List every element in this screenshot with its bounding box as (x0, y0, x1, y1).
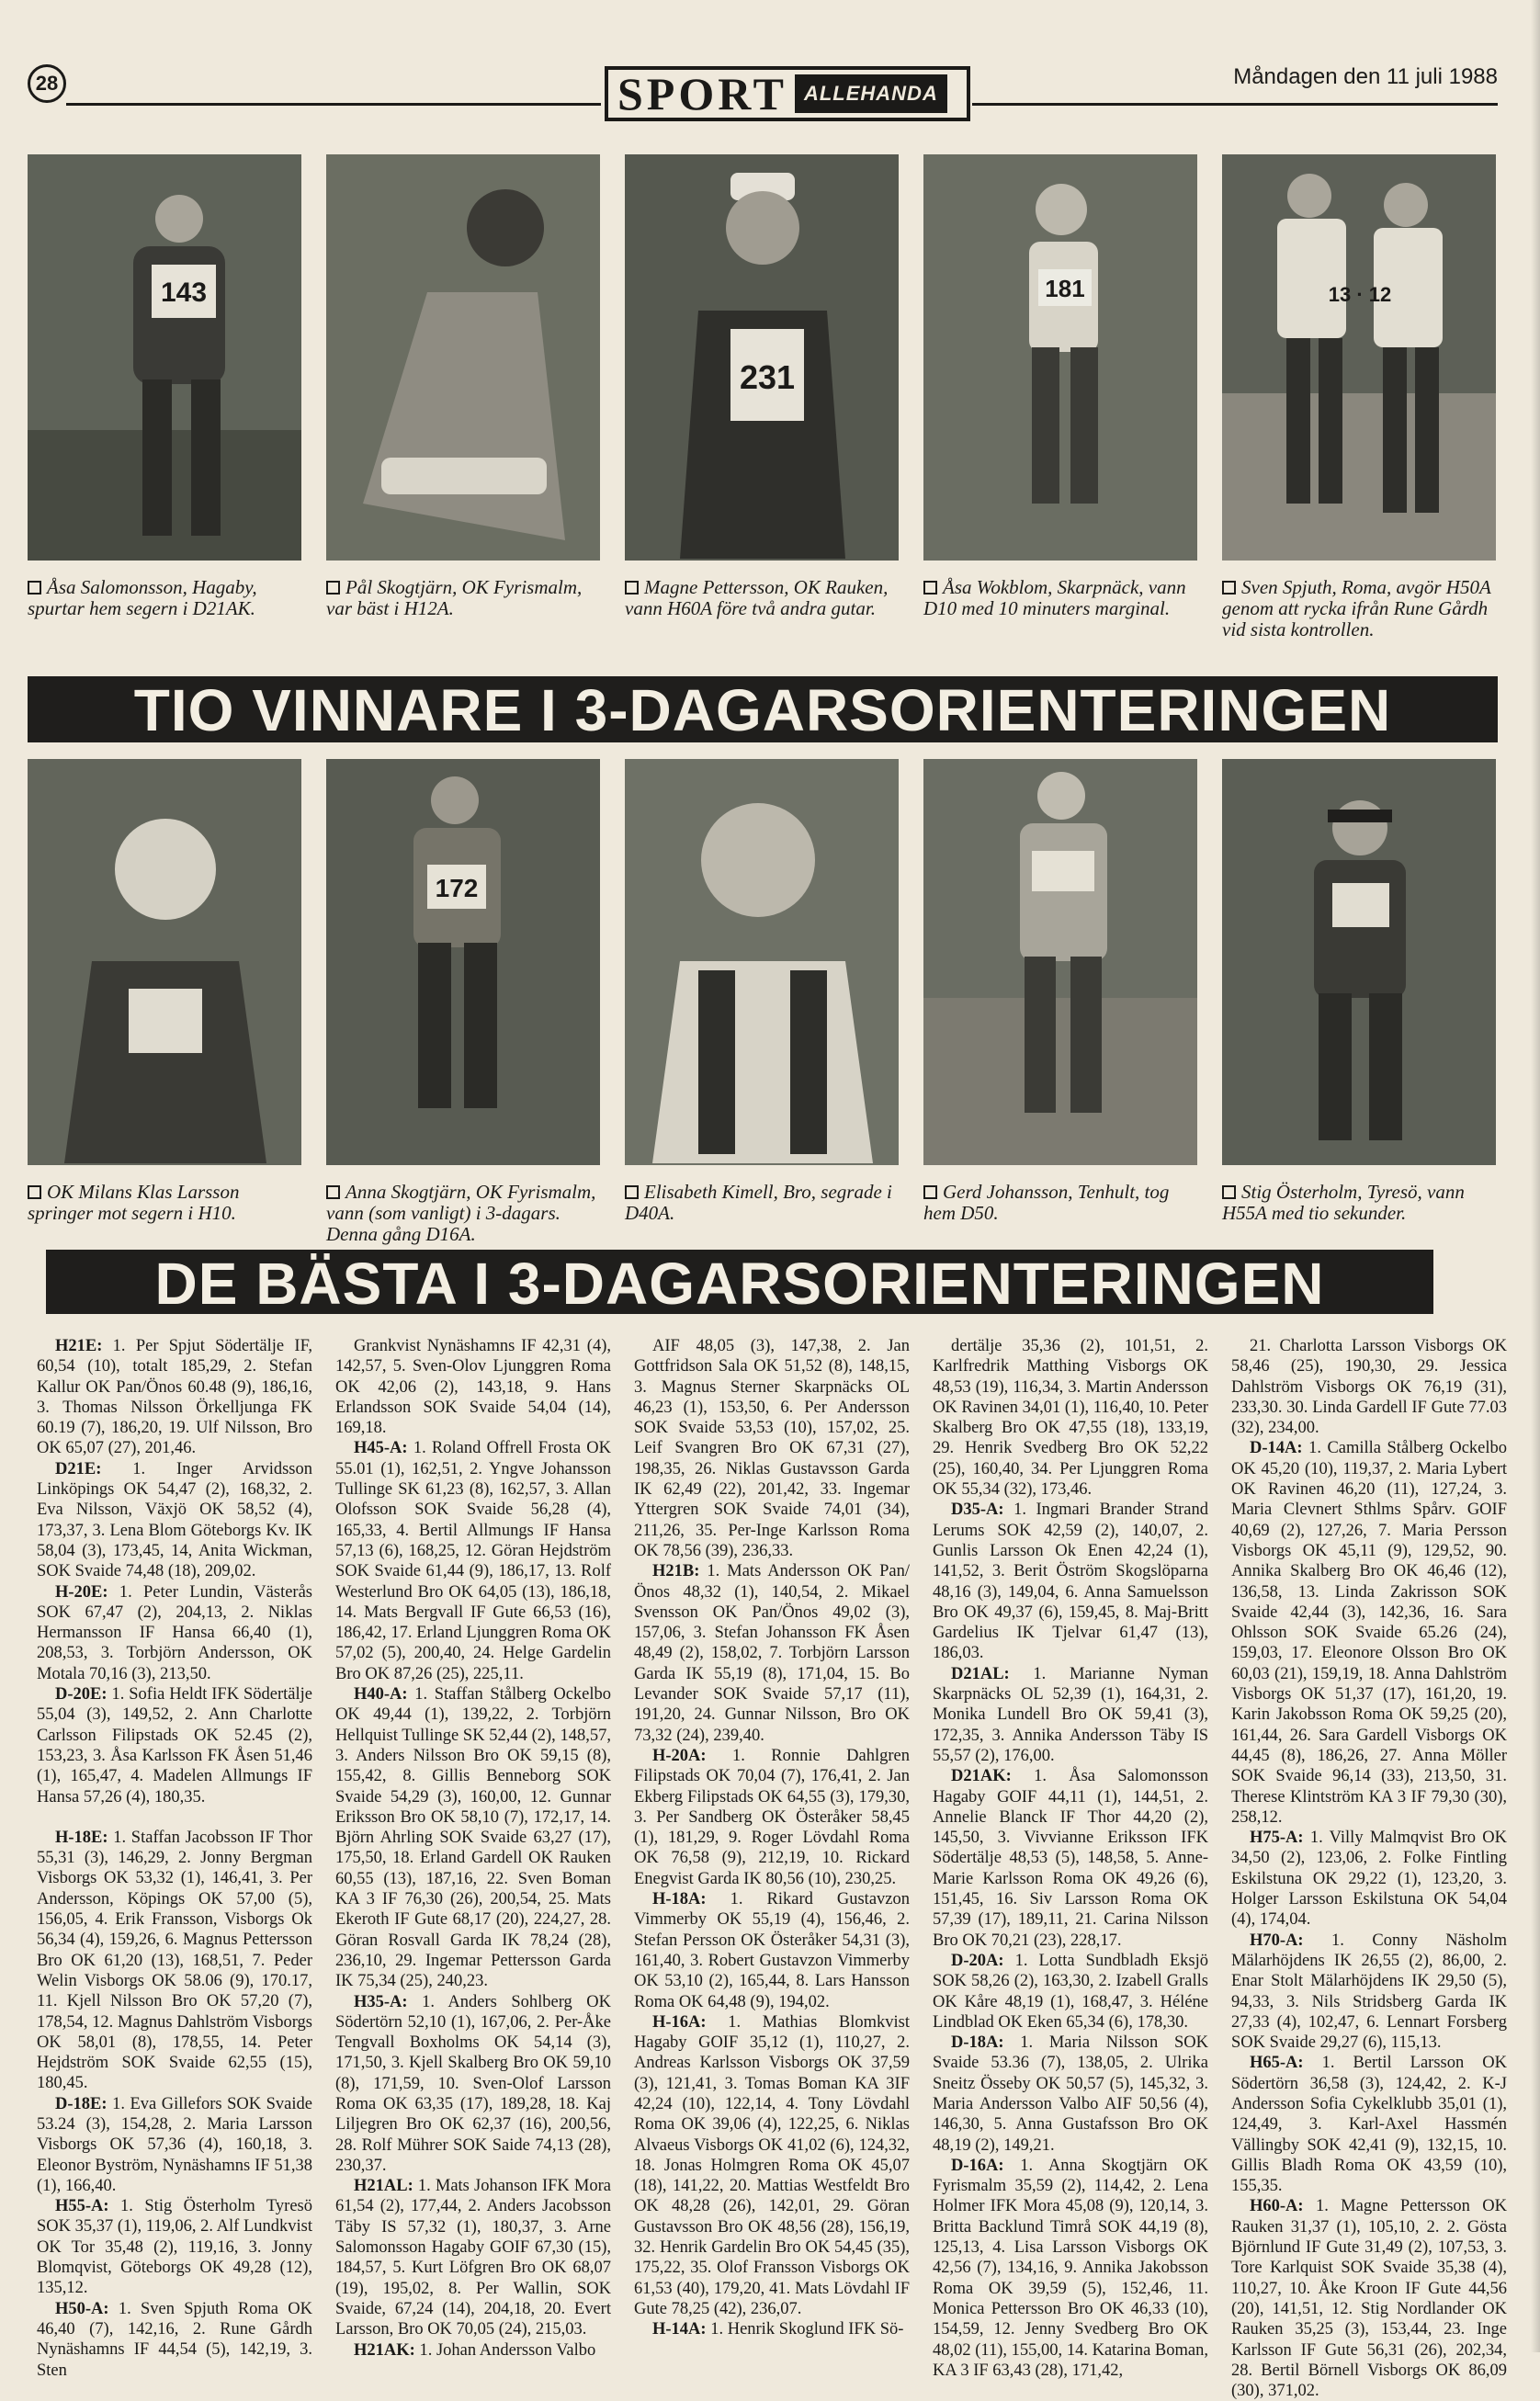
result-text: 1. Ronnie Dahlgren Filipstads OK 70,04 (7), 176,41, 2. Jan Ekberg Filipstads OK 64,55 (3), 179,30, 3. Per Sandberg OK Österåker 58,45 (1), 181,29, 9. Roger Lövdahl Roma OK 76,58 (9), 212,19, 10. Rickard Enegvist Garda IK 80,56 (10), 230,25. (634, 1746, 910, 1888)
caption-box-icon (625, 581, 639, 595)
results-column-4 (933, 1336, 1208, 2380)
result-text: dertälje 35,36 (2), 101,51, 2. Karlfredrik Matthing Visborgs OK 48,53 (19), 116,34, 3. Martin Andersson OK Ravinen 34,01 (1), 116,40, 10. Peter Skalberg Bro OK 47,55 (18), 133,19, 29. Henrik Svedberg Bro OK 52,22 (25), 160,40, 34. Per Ljunggren Roma OK 55,34 (32), 173,46. (933, 1337, 1208, 1500)
result-class-label: D-18E: (55, 2094, 108, 2113)
photo-caption-5: Sven Spjuth, Roma, avgör H50A genom att rycka ifrån Rune Gårdh vid sista kontrollen. (1222, 576, 1491, 640)
logo-allehanda-word: ALLEHANDA (795, 74, 947, 113)
runner-photo-illustration (28, 154, 301, 561)
page-number: 28 (28, 64, 66, 103)
caption-box-icon (1222, 581, 1236, 595)
result-text: 1. Staffan Stålberg Ockelbo OK 49,44 (1), 139,22, 2. Torbjörn Hellquist Tullinge SK 52,44 (2), 148,57, 3. Anders Nilsson Bro OK 59,15 (8), 155,42, 8. Gillis Benneborg SOK Svaide 54,29 (3), 160,00, 12. Gunnar Eriksson Bro OK 58,10 (7), 172,17, 14. Björn Ahrling SOK Svaide 63,27 (17), 175,50, 18. Erland Gardell OK Rauken 60,55 (13), 187,16, 22. Sven Boman KA 3 IF 76,30 (26), 200,54, 25. Mats Ekeroth IF Gute 68,17 (20), 224,27, 28. Göran Rosvall Garda IK 78,24 (28), 236,10, 29. Ingemar Pettersson Garda IK 75,34 (25), 240,23. (335, 1685, 612, 1991)
result-class-label: D-18A: (951, 2033, 1004, 2053)
result-class-label: H35-A: (354, 1992, 408, 2011)
result-entry (1231, 1931, 1507, 2054)
photo-caption-7: Anna Skogtjärn, OK Fyrismalm, vann (som vanligt) i 3-dagars. Denna gång D16A. (326, 1181, 596, 1245)
result-text: 1. Anders Sohlberg OK Södertörn 52,10 (1), 167,06, 2. Per-Åke Tengvall Boxholms OK 54,14 (3), 171,50, 3. Kjell Skalberg Bro OK 59,10 (8), 171,59, 10. Sven-Olof Larsson Roma OK 63,35 (17), 189,28, 18. Kaj Liljegren Bro OK 62,37 (16), 200,56, 28. Rolf Mührer SOK Saide 74,13 (28), 230,37. (335, 1992, 611, 2175)
result-entry (1231, 1438, 1507, 1828)
result-entry (335, 1992, 611, 2177)
photo-runner-5 (1222, 154, 1496, 561)
result-entry (37, 2299, 312, 2381)
result-text: 1. Sven Spjuth Roma OK 46,40 (7), 142,16, 2. Rune Gårdh Nynäshamns IF 44,54 (5), 142,19, 3. Sten (37, 2299, 312, 2380)
results-column-1 (37, 1336, 313, 2380)
photo-runner-7 (326, 759, 600, 1165)
bib-number: 231 (739, 358, 796, 396)
result-class-label: H21B: (652, 1562, 700, 1581)
result-text: 1. Lotta Sundbladh Eksjö SOK 58,26 (2), 163,30, 2. Izabell Gralls OK Kåre 48,19 (1), 168,47, 3. Héléne Lindblad OK Eken 65,34 (6), 178,30. (933, 1951, 1208, 2032)
runner-photo-illustration (1222, 154, 1496, 561)
result-entry (634, 1561, 910, 1746)
result-text: 21. Charlotta Larsson Visborgs OK 58,46 (25), 190,30, 29. Jessica Dahlström Visborgs OK 76,19 (31), 233,30. 30. Linda Gardell IF Gute 77.03 (32), 234,00. (1231, 1337, 1507, 1438)
result-entry (37, 2196, 312, 2298)
runner-photo-illustration (625, 759, 899, 1165)
runner-photo-illustration (625, 154, 899, 561)
result-entry (634, 1746, 910, 1889)
result-entry (1231, 1336, 1507, 1438)
result-text: 1. Mats Johanson IFK Mora 61,54 (2), 177,44, 2. Anders Jacobsson Täby IS 57,32 (1), 180,37, 3. Arne Salomonsson Hagaby GOIF 67,30 (15), 184,57, 5. Kurt Löfgren Bro OK 68,07 (19), 195,02, 8. Per Wallin, SOK Svaide, 67,24 (14), 204,18, 20. Evert Larsson, Bro OK 70,05 (24), 215,03. (335, 2177, 611, 2339)
caption-box-icon (326, 581, 340, 595)
photo-caption-1: Åsa Salomonsson, Hagaby, spurtar hem segern i D21AK. (28, 576, 257, 619)
caption-box-icon (28, 581, 41, 595)
result-class-label: D-14A: (1250, 1439, 1303, 1458)
result-class-label: D21AL: (951, 1664, 1010, 1683)
result-entry (1231, 1828, 1507, 1930)
result-class-label: H-20A: (652, 1746, 707, 1765)
bib-number: 13 · 12 (1328, 283, 1392, 306)
photo-runner-10 (1222, 759, 1496, 1165)
result-class-label: H50-A: (55, 2299, 109, 2318)
result-text: Grankvist Nynäshamns IF 42,31 (4), 142,57, 5. Sven-Olov Ljunggren Roma OK 42,06 (2), 143,18, 9. Hans Erlandsson SOK Svaide 54,04 (14), 169,18. (335, 1337, 611, 1438)
result-entry (933, 2033, 1208, 2156)
photo-runner-3 (625, 154, 899, 561)
photo-row-winners (28, 154, 1498, 658)
result-class-label: D-16A: (951, 2156, 1004, 2175)
result-entry (37, 1582, 312, 1684)
result-entry (933, 1951, 1208, 2033)
result-class-label: D21AK: (951, 1767, 1012, 1786)
result-entry (1231, 2053, 1507, 2196)
results-column-5 (1231, 1336, 1508, 2401)
result-entry (335, 1438, 611, 1684)
result-text: 1. Roland Offrell Frosta OK 55.01 (1), 162,51, 2. Yngve Johansson Tullinge SK 61,23 (8), 162,57, 3. Allan Olofsson SOK Svaide 56,28 (4), 165,33, 4. Bertil Allmungs IF Hansa 57,13 (6), 168,25, 12. Göran Hejdström SOK Svaide 61,44 (9), 186,17, 13. Rolf Westerlund Bro OK 64,05 (13), 186,18, 14. Mats Bergvall IF Gute 66,53 (16), 186,42, 17. Erland Ljunggren Roma OK 57,02 (5), 200,40, 24. Helge Gardelin Bro OK 87,26 (25), 225,11. (335, 1439, 611, 1683)
result-text: 1. Mats Andersson OK Pan/Önos 48,32 (1), 140,54, 2. Mikael Svensson OK Pan/Önos 49,02 (3), 157,06, 3. Stefan Johansson FK Åsen 48,49 (2), 158,02, 7. Torbjörn Larsson Garda IK 55,19 (8), 171,04, 15. Bo Levander SOK Svaide 57,17 (11), 191,20, 24. Gunnar Nilsson, Bro OK 73,32 (24), 239,40. (634, 1562, 910, 1745)
result-text: 1. Maria Nilsson SOK Svaide 53.36 (7), 138,05, 2. Ulrika Sneitz Össeby OK 50,57 (5), 145,32, 3. Maria Andersson Valbo AIF 50,56 (4), 146,30, 5. Anna Gustafsson Bro OK 48,19 (2), 149,21. (933, 2033, 1208, 2155)
result-class-label: H-18E: (55, 1828, 108, 1847)
result-text: 1. Ingmari Brander Strand Lerums SOK 42,59 (2), 140,07, 2. Gunlis Larsson Ok Enen 42,24 (1), 141,52, 3. Berit Öström Skogslöparna 48,16 (3), 149,04, 6. Anna Samuelsson Bro OK 49,37 (6), 159,45, 8. Maj-Britt Gardelius IK Tjelvar 61,47 (13), 186,03. (933, 1501, 1208, 1663)
caption-box-icon (923, 1185, 937, 1199)
result-class-label: H40-A: (354, 1685, 408, 1704)
result-entry (933, 2156, 1208, 2381)
headline-de-basta: DE BÄSTA I 3-DAGARSORIENTERINGEN (46, 1250, 1433, 1314)
runner-photo-illustration (326, 759, 600, 1165)
scan-edge-shadow (1531, 0, 1540, 2352)
photo-caption-4: Åsa Wokblom, Skarpnäck, vann D10 med 10 minuters marginal. (923, 576, 1186, 619)
photo-runner-1 (28, 154, 301, 561)
runner-photo-illustration (28, 759, 301, 1165)
result-text: 1. Åsa Salomonsson Hagaby GOIF 44,11 (1), 144,51, 2. Annelie Blanck IF Thor 44,20 (2), 145,50, 3. Vivvianne Eriksson IFK Södertälje 48,53 (5), 148,58, 5. Anne-Marie Karlsson Roma OK 49,26 (6), 151,45, 16. Siv Larsson Roma OK 57,39 (17), 189,11, 21. Carina Nilsson Bro OK 70,21 (23), 228,17. (933, 1767, 1208, 1950)
result-text: 1. Villy Malmqvist Bro OK 34,50 (2), 123,06, 2. Folke Fintling Eskilstuna OK 29,22 (1), 123,20, 3. Holger Larsson Eskilstuna OK 54,04 (4), 174,04. (1231, 1829, 1507, 1930)
result-entry (933, 1500, 1208, 1663)
result-class-label: H45-A: (354, 1439, 408, 1458)
runner-photo-illustration (923, 759, 1197, 1165)
result-entry (37, 1828, 312, 2094)
result-class-label: H75-A: (1250, 1829, 1304, 1848)
result-class-label: H21AL: (354, 2177, 413, 2196)
result-class-label: D21E: (55, 1459, 102, 1478)
result-text: 1. Peter Lundin, Västerås SOK 67,47 (2), 204,13, 2. Niklas Hermansson IF Hansa 66,40 (1), 208,53, 3. Torbjörn Andersson, OK Motala 70,16 (3), 213,50. (37, 1582, 312, 1683)
results-column-2 (335, 1336, 612, 2360)
result-text: 1. Staffan Jacobsson IF Thor 55,31 (3), 146,29, 2. Jonny Bergman Visborgs OK 53,32 (1), 146,41, 3. Per Andersson, Köpings OK 57,00 (5), 156,05, 4. Erik Fransson, Visborgs Ok 56,34 (4), 159,26, 6. Magnus Pettersson Bro OK 61,20 (13), 168,51, 7. Peder Welin Visborgs OK 58.06 (9), 170.17, 11. Kjell Nilsson Bro OK 57,20 (7), 178,54, 12. Magnus Dahlström Visborgs OK 58,01 (8), 178,55, 14. Peter Hejdström SOK Svaide 62,55 (15), 180,45. (37, 1828, 313, 2093)
result-entry (37, 1459, 312, 1582)
photo-caption-2: Pål Skogtjärn, OK Fyrismalm, var bäst i H12A. (326, 576, 583, 619)
logo-sport-word: SPORT (617, 68, 787, 119)
bib-number: 181 (1045, 275, 1085, 302)
result-text: 1. Mathias Blomkvist Hagaby GOIF 35,12 (1), 110,27, 2. Andreas Karlsson Visborgs OK 37,59 (3), 121,41, 3. Tomas Boman KA 3IF 42,24 (10), 122,14, 4. Tony Lövdahl Roma OK 39,06 (4), 122,25, 6. Niklas Alvaeus Visborgs OK 41,02 (6), 124,32, 18. Jonas Holmgren Roma OK 45,07 (18), 141,22, 20. Mattias Westfeldt Bro OK 48,28 (26), 142,01, 29. Göran Gustavsson Bro OK 48,56 (28), 156,19, 32. Henrik Gardelin Bro OK 54,45 (35), 175,22, 35. Olof Fransson Visborgs OK 61,53 (40), 179,20, 41. Mats Lövdahl IF Gute 78,25 (42), 236,07. (634, 2012, 911, 2318)
photo-runner-4 (923, 154, 1197, 561)
result-class-label: H70-A: (1250, 1931, 1304, 1950)
photo-caption-8: Elisabeth Kimell, Bro, segrade i D40A. (625, 1181, 892, 1224)
result-text: 1. Bertil Larsson OK Södertörn 36,58 (3), 124,42, 2. K-J Andersson Sofia Cykelklubb 35,01 (1), 124,49, 3. Karl-Axel Hassmén Vällingby SOK 42,41 (9), 132,15, 10. Gillis Bladh Roma OK 43,59 (10), 155,35. (1231, 2054, 1507, 2196)
result-text: 1. Sofia Heldt IFK Södertälje 55,04 (3), 149,52, 2. Ann Charlotte Carlsson Filipstads OK 52.45 (2), 153,23, 3. Åsa Karlsson FK Åsen 51,46 (1), 165,47, 4. Madelen Allmungs IF Hansa 57,26 (4), 180,35. (37, 1685, 313, 1806)
result-text: 1. Stig Österholm Tyresö SOK 35,37 (1), 119,06, 2. Alf Lundkvist OK Tor 35,48 (2), 119,16, 3. Jonny Blomqvist, Göteborgs OK 49,28 (12), 135,12. (37, 2197, 312, 2298)
result-text: 1. Johan Andersson Valbo (419, 2340, 596, 2360)
results-column-3 (634, 1336, 910, 2338)
result-class-label: H-20E: (55, 1582, 108, 1602)
photo-caption-10: Stig Österholm, Tyresö, vann H55A med tio sekunder. (1222, 1181, 1465, 1224)
result-class-label: H65-A: (1250, 2054, 1304, 2073)
photo-row-winners-2 (28, 759, 1498, 1263)
result-entry (1231, 2196, 1507, 2401)
result-text: 1. Magne Pettersson OK Rauken 31,37 (1), 105,10, 2. 2. Gösta Björnlund IF Gute 31,49 (2), 107,53, 3. Tore Karlquist SOK Svaide 35,38 (4), 110,27, 10. Åke Kroon IF Gute 44,56 (20), 141,51, 12. Stig Nordlander OK Rauken 35,25 (3), 153,44, 23. Inge Karlsson IF Gute 56,31 (26), 202,34, 28. Bertil Börnell Visborgs OK 86,09 (30), 371,02. (1231, 2197, 1507, 2401)
runner-photo-illustration (923, 154, 1197, 561)
masthead (28, 57, 1498, 123)
result-text: 1. Eva Gillefors SOK Svaide 53.24 (3), 154,28, 2. Maria Larsson Visborgs OK 57,36 (4), 160,18, 3. Eleonor Byström, Nynäshamns IF 51,38 (1), 166,40. (37, 2094, 312, 2195)
result-entry (335, 2176, 611, 2339)
sport-allehanda-logo (605, 66, 970, 121)
caption-box-icon (625, 1185, 639, 1199)
result-text: 1. Anna Skogtjärn OK Fyrismalm 35,59 (2), 114,42, 2. Lena Holmer IFK Mora 45,08 (9), 120,14, 3. Britta Backlund Timrå SOK 44,19 (8), 125,13, 4. Lisa Larsson Visborgs OK 42,56 (7), 134,16, 9. Annika Jakobsson Roma OK 39,59 (5), 152,46, 11. Monica Pettersson Bro OK 46,33 (10), 154,59, 12. Jenny Svedberg Bro OK 48,02 (11), 155,00, 14. Katarina Boman, KA 3 IF 63,43 (28), 171,42, (933, 2156, 1208, 2380)
photo-caption-9: Gerd Johansson, Tenhult, tog hem D50. (923, 1181, 1170, 1224)
result-class-label: H-18A: (652, 1890, 707, 1909)
result-entry (335, 2340, 611, 2361)
result-class-label: H55-A: (55, 2197, 109, 2216)
result-entry (37, 1336, 312, 1459)
bib-number: 172 (435, 874, 479, 902)
result-class-label: D35-A: (951, 1501, 1004, 1520)
result-class-label: H60-A: (1250, 2197, 1304, 2216)
photo-caption-3: Magne Pettersson, OK Rauken, vann H60A före två andra gutar. (625, 576, 889, 619)
result-text: 1. Conny Näsholm Mälarhöjdens IK 26,55 (2), 86,00, 2. Enar Stolt Mälarhöjdens IK 29,50 (5), 94,33, 3. Nils Stridsberg Garda IK 27,33 (4), 102,47, 6. Lennart Forsberg SOK Svaide 29,27 (6), 115,13. (1231, 1931, 1507, 2053)
photo-runner-9 (923, 759, 1197, 1165)
caption-box-icon (1222, 1185, 1236, 1199)
result-entry (37, 2094, 312, 2196)
result-entry (634, 1889, 910, 2012)
runner-photo-illustration (1222, 759, 1496, 1165)
photo-runner-6 (28, 759, 301, 1165)
headline-tio-vinnare: TIO VINNARE I 3-DAGARSORIENTERINGEN (28, 676, 1498, 742)
result-class-label: H-16A: (652, 2012, 707, 2032)
result-class-label: H-14A: (652, 2320, 707, 2339)
result-text: 1. Per Spjut Södertälje IF, 60,54 (10), totalt 185,29, 2. Stefan Kallur OK Pan/Önos 60.48 (9), 186,16, 3. Thomas Nilsson Örkelljunga FK 60.19 (7), 186,20, 19. Ulf Nilsson, Bro OK 65,07 (27), 201,46. (37, 1337, 312, 1458)
result-entry (933, 1336, 1208, 1500)
result-entry (933, 1664, 1208, 1766)
result-class-label: D-20E: (55, 1685, 108, 1704)
result-text: 1. Inger Arvidsson Linköpings OK 54,47 (2), 168,32, 2. Eva Nilsson, Växjö OK 58,52 (4), 173,37, 3. Lena Blom Göteborgs Kv. IK 58,04 (3), 173,45, 14, Anita Wickman, SOK Svaide 74,48 (18), 209,02. (37, 1459, 312, 1581)
result-entry (335, 1336, 611, 1438)
result-class-label: H21AK: (354, 2340, 415, 2360)
result-class-label: D-20A: (951, 1951, 1004, 1970)
masthead-rule-right (972, 103, 1498, 106)
result-entry (634, 1336, 910, 1561)
result-entry (335, 1684, 611, 1991)
result-entry (634, 2012, 910, 2319)
masthead-rule-left (66, 103, 601, 106)
result-text: 1. Camilla Stålberg Ockelbo OK 45,20 (10), 119,37, 2. Maria Lybert OK Ravinen 46,20 (11), 127,24, 3. Maria Clevnert Sthlms Spårv. GOIF 40,69 (2), 127,26, 7. Maria Persson Visborgs OK 45,11 (9), 129,52, 90. Annika Skalberg Bro OK 46,46 (12), 136,58, 13. Linda Zakrisson SOK Svaide 42,44 (3), 142,36, 16. Sara Ohlsson SOK Svaide 65.26 (24), 159,03, 17. Eleonore Olsson Bro OK 60,03 (21), 159,19, 18. Anna Dahlström Visborgs OK 51,37 (17), 161,20, 19. Karin Jakobsson Roma OK 59,25 (20), 161,44, 26. Sara Gardell Visborgs OK 44,45 (8), 186,26, 27. Anna Möller SOK Svaide 96,14 (33), 213,50, 31. Therese Klintström KA 3 IF 79,30 (30), 258,12. (1231, 1439, 1508, 1827)
result-entry (933, 1766, 1208, 1951)
result-text: 1. Henrik Skoglund IFK Sö- (710, 2320, 904, 2339)
result-entry (37, 1684, 312, 1807)
bib-number: 143 (160, 277, 208, 308)
result-class-label: H21E: (55, 1337, 103, 1355)
results-section (37, 1336, 1508, 2401)
photo-runner-2 (326, 154, 600, 561)
caption-box-icon (28, 1185, 41, 1199)
result-text: AIF 48,05 (3), 147,38, 2. Jan Gottfridson Sala OK 51,52 (8), 148,15, 3. Magnus Sterner Skarpnäcks OL 46,23 (1), 153,50, 6. Per Andersson SOK Svaide 53,53 (10), 157,02, 25. Leif Svangren Bro OK 67,31 (27), 198,35, 26. Niklas Gustavsson Garda IK 62,49 (22), 201,42, 33. Ingemar Yttergren SOK Svaide 74,01 (34), 211,26, 35. Per-Inge Karlsson Roma OK 78,56 (39), 236,33. (634, 1337, 910, 1560)
photo-caption-6: OK Milans Klas Larsson springer mot segern i H10. (28, 1181, 240, 1224)
runner-photo-illustration (326, 154, 600, 561)
result-text: 1. Rikard Gustavzon Vimmerby OK 55,19 (4), 156,46, 2. Stefan Persson OK Österåker 54,31 (3), 161,40, 3. Robert Gustavzon Vimmerby OK 53,10 (2), 165,44, 8. Lars Hansson Roma OK 64,48 (9), 194,02. (634, 1890, 910, 2011)
caption-box-icon (923, 581, 937, 595)
caption-box-icon (326, 1185, 340, 1199)
result-entry (634, 2319, 910, 2339)
dateline: Måndagen den 11 juli 1988 (1233, 64, 1498, 89)
photo-runner-8 (625, 759, 899, 1165)
result-text: 1. Marianne Nyman Skarpnäcks OL 52,39 (1), 164,31, 2. Monika Lundell Bro OK 59,41 (3), 172,35, 3. Annika Andersson Täby IS 55,57 (2), 176,00. (933, 1664, 1208, 1765)
